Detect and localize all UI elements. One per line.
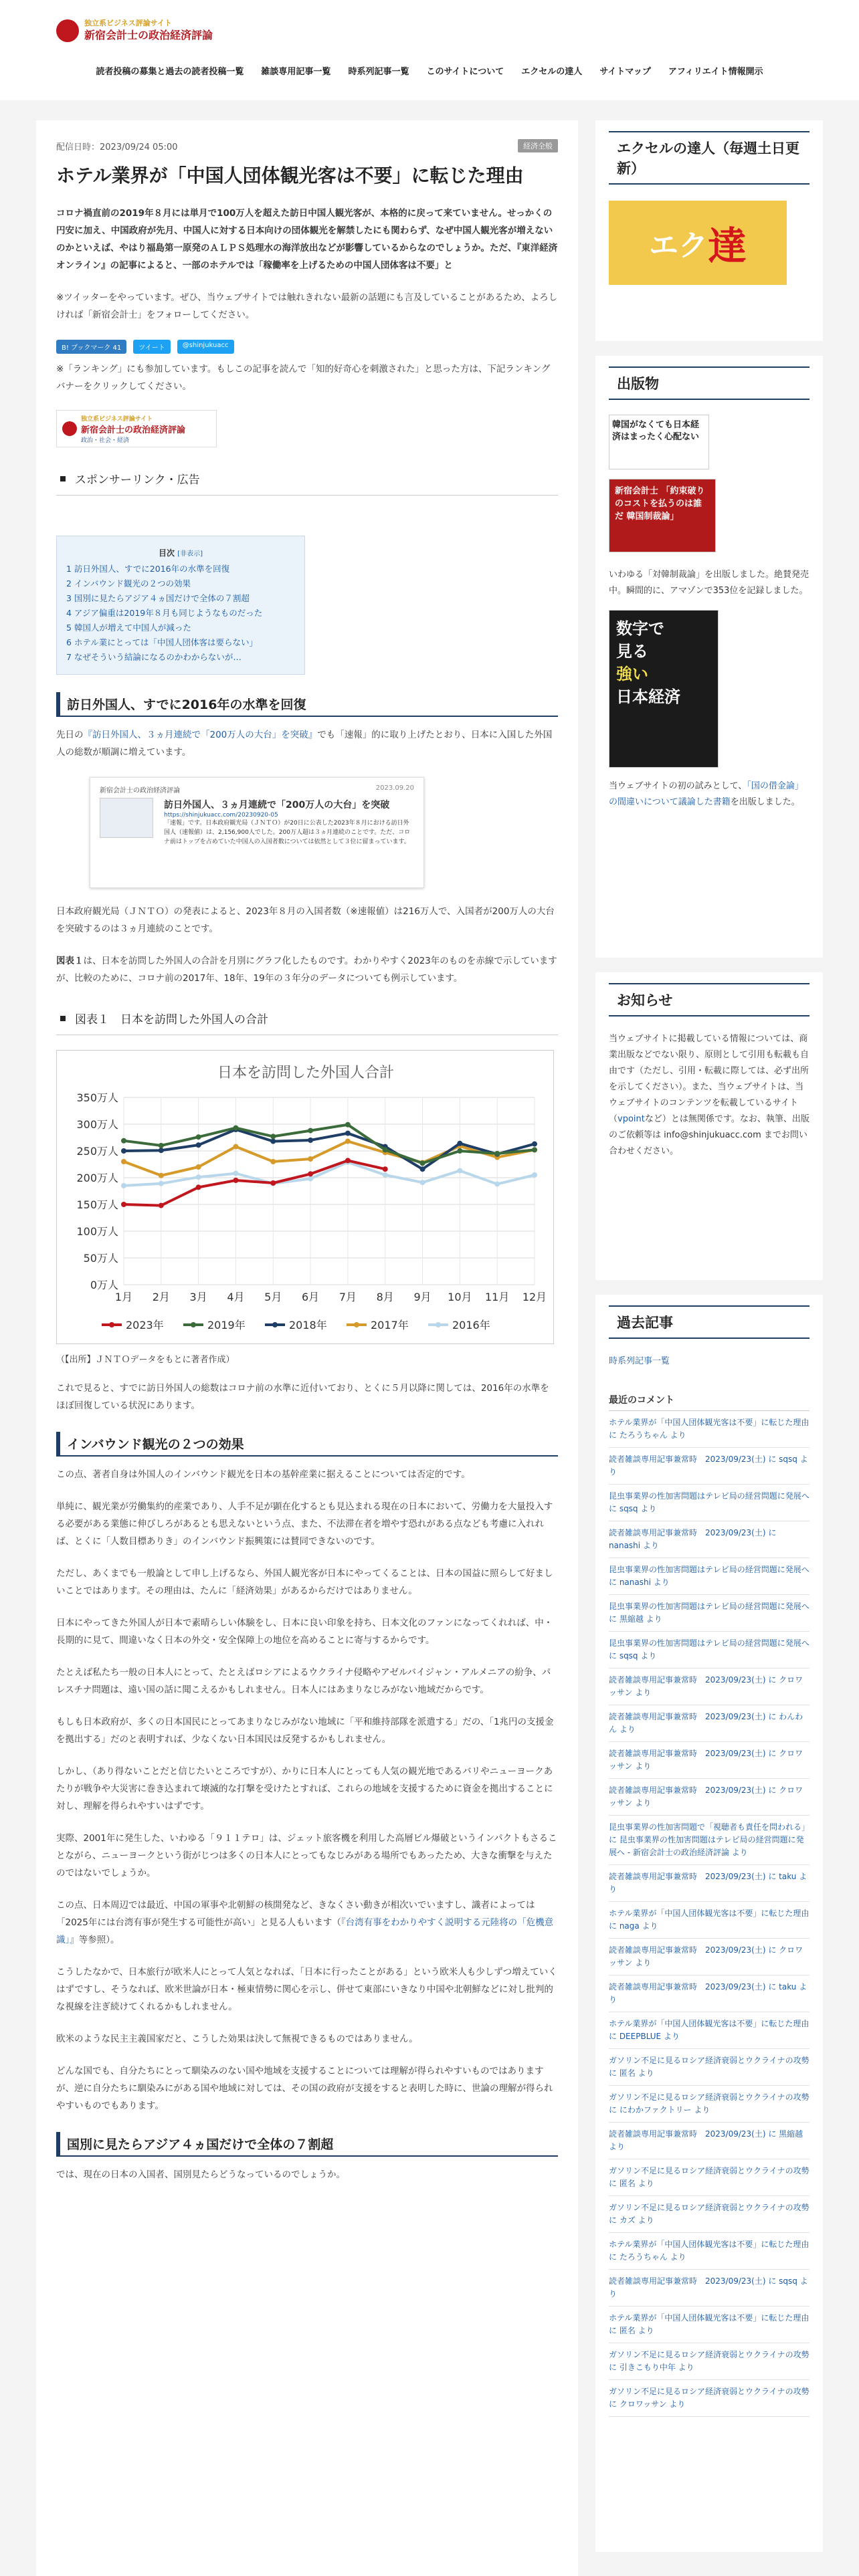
comment-item [609,1485,809,1521]
comment-link[interactable]: 昆虫事業界の性加害問題はテレビ局の経営問題に発展へ に nanashi より [609,1565,809,1587]
legend-marker [272,1322,278,1327]
data-point [532,1147,537,1152]
excel-tatsujin-banner[interactable] [609,201,787,285]
tweet-button[interactable]: ツイート [133,340,171,354]
vpoint-link[interactable]: vpoint [617,1114,645,1124]
visitors-line-chart [57,1051,555,1345]
y-tick-label: 100万人 [76,1225,118,1238]
paragraph: 欧米のような民主主義国家だと、こうした効果は決して無視できるものではありません。 [56,2034,418,2044]
widget-excel [595,120,823,341]
comment-link[interactable]: ガソリン不足に見るロシア経済衰弱とウクライナの攻勢 に 匿名 より [609,2166,809,2188]
post-title: ホテル業界が「中国人団体観光客は不要」に転じた理由 [56,165,524,187]
share-buttons [56,340,558,354]
legend-marker [436,1322,441,1327]
book3-line: 数字で [616,619,664,638]
data-point [196,1174,201,1180]
widget-notice [595,972,823,1280]
book-cover-2[interactable]: 新宿会計士 「約束破りのコストを払うのは誰だ 韓国制裁論」 [609,479,716,552]
comment-link[interactable]: 読者雑談専用記事兼常時 2023/09/23(土) に sqsq より [609,2276,808,2298]
notice-text: 当ウェブサイトに掲載している情報については、商業出版などでない限り、原則として引用も転載も自由です（ただし、引用・転載に際しては、必ず出所を示してください）。また、当ウェブサイトは、当ウェブサイトのコンテンツを転載しているサイト（vpointなど）とは無関係です。なお、執筆、出版のご依頼等は info@shinjukuacc.com までお問い合わせください。 [609,1034,809,1156]
paragraph: これで見ると、すでに訪日外国人の総数はコロナ前の水準に近付いており、とくに５月以降に関しては、2016年の水準をほぼ回復している状況にあります。 [56,1383,549,1411]
book-link[interactable]: 「国の借金論」の間違いについて議論した書籍 [609,781,803,807]
section-heading-3: 国別に見たらアジア４ヵ国だけで全体の７割超 [56,2132,558,2157]
related-article-link[interactable]: 『台湾有事をわかりやすく説明する元陸将の「危機意識」』 [56,1917,554,1945]
legend-marker [354,1322,359,1327]
comment-link[interactable]: 読者雑談専用記事兼常時 2023/09/23(土) に クロワッサン より [609,1749,803,1771]
data-point [308,1171,313,1176]
widget-title: 出版物 [609,366,809,400]
toc-item[interactable]: 2 インバウンド観光の２つの効果 [66,578,191,588]
paragraph: 単純に、観光業が労働集約的産業であり、人手不足が顕在化するとも見込まれる現在の日本において、労働力を大量投入する必要がある業態に伸びしろがあるとも思えないという点、また、不法滞在者を増やす恐れがある点なども考慮に入れれば、とくに「人数目標ありき」のインバウンド振興策には賛同できないのです。 [56,1501,553,1547]
section-heading-2: インバウンド観光の２つの効果 [56,1432,558,1457]
book3-line: 日本経済 [616,687,680,706]
data-point [121,1183,126,1188]
comment-item [609,1779,809,1816]
data-point [159,1148,164,1153]
data-point [420,1160,425,1166]
comment-item [609,1632,809,1669]
series-line [124,1162,535,1186]
toc-item[interactable]: 6 ホテル業にとっては「中国人団体客は要らない」 [66,637,258,647]
series-line [124,1125,535,1164]
book3-line: 見る [616,642,648,661]
comment-link[interactable]: ガソリン不足に見るロシア経済衰弱とウクライナの攻勢 に クロワッサン より [609,2387,809,2409]
sponsor-heading [56,470,558,496]
comment-link[interactable]: ガソリン不足に見るロシア経済衰弱とウクライナの攻勢 に 引きこもり中年 より [609,2350,809,2372]
x-tick-label: 4月 [227,1291,245,1303]
toc-item[interactable]: 5 韓国人が増えて中国人が減った [66,623,191,633]
follow-button[interactable]: @shinjukuacc [177,340,234,354]
data-point [308,1156,313,1162]
data-point [270,1180,276,1186]
comment-item [609,2086,809,2123]
card-site: 新宿会計士の政治経済評論 [100,787,180,794]
legend-label: 2016年 [452,1319,490,1331]
chart-heading [56,1010,558,1035]
comment-link[interactable]: ガソリン不足に見るロシア経済衰弱とウクライナの攻勢 に 匿名 より [609,2056,809,2078]
recent-comments-list [609,1411,809,2417]
toc-title: 目次 [158,548,175,558]
card-description: 「速報」です。日本政府観光局（ＪＮＴＯ）が20日に公表した2023年８月における訪日外国人（速報値）は、2,156,900人でした。200万人超は３ヵ月連続のことです。ただ、コロナ前はトップを占めていた中国人の入国者数については依然として３位に留まっています。 [164,820,411,845]
card-date: 2023.09.20 [375,784,414,792]
visitors-chart [56,1050,554,1344]
paragraph: では、現在の日本の入国者、国別見たらどうなっているのでしょうか。 [56,2169,345,2180]
toc-item[interactable]: 4 アジア偏重は2019年８月も同じようなものだった [66,608,263,618]
paragraph: この点、日本周辺では最近、中国の軍事や北朝鮮の核開発など、きなくさい動きが相次いでいますし、識者によっては「2025年には台湾有事が発生する可能性が高い」と見る人もいます（『台湾有事をわかりやすく説明する元陸将の「危機意識」』等参照）。 [56,1900,554,1945]
legend-label: 2018年 [289,1319,327,1331]
data-point [308,1128,313,1134]
comment-item [609,2380,809,2417]
related-article-link[interactable]: 『訪日外国人、３ヵ月連続で「200万人の大台」を突破』 [83,730,318,740]
data-point [159,1203,164,1208]
comment-item [609,2196,809,2233]
paragraph: しかし、（あり得ないことだと信じたいところですが）、かりに日本人にとっても人気の観光地であるバリやニューヨークあたりが戦争や大災害に巻き込まれて壊滅的な打撃を受けたとすれば、これらの地域を支援するために資金を拠出することに対し、理解を得られやすいはずです。 [56,1766,553,1812]
x-tick-label: 11月 [484,1291,510,1303]
logo-title: 新宿会計士の政治経済評論 [84,29,213,41]
site-header [0,0,859,100]
ranking-banner[interactable] [56,410,217,447]
data-point [345,1139,351,1144]
comment-item [609,1448,809,1485]
widget-title: お知らせ [609,983,809,1016]
x-tick-label: 10月 [448,1291,472,1303]
data-point [345,1158,351,1163]
comment-item [609,1939,809,1975]
comment-item [609,1558,809,1595]
comment-item [609,1411,809,1448]
comment-link[interactable]: 読者雑談専用記事兼常時 2023/09/23(土) に taku より [609,1982,807,2004]
comment-link[interactable]: ホテル業界が「中国人団体観光客は不要」に転じた理由 に DEEPBLUE より [609,2019,809,2041]
comment-item [609,1975,809,2012]
data-point [121,1159,126,1164]
table-of-contents [56,536,305,675]
toc-item[interactable]: 1 訪日外国人、すでに2016年の水準を回復 [66,564,230,574]
publication-text-2: 当ウェブサイトの初の試みとして、「国の借金論」の間違いについて議論した書籍を出版しました。 [609,781,803,807]
comment-link[interactable]: 昆虫事業界の性加害問題はテレビ局の経営問題に発展へ に sqsq より [609,1491,809,1513]
x-tick-label: 9月 [413,1291,432,1303]
comment-link[interactable]: ホテル業界が「中国人団体観光客は不要」に転じた理由 に たろうちゃん より [609,1418,809,1440]
y-tick-label: 300万人 [76,1118,118,1131]
x-tick-label: 3月 [189,1291,207,1303]
x-tick-label: 8月 [376,1291,394,1303]
data-point [121,1148,126,1154]
main-article [36,120,578,2576]
blog-card[interactable] [90,777,424,888]
data-point [457,1141,462,1146]
archive-link[interactable]: 時系列記事一覧 [609,1356,670,1366]
comment-item [609,2306,809,2343]
data-point [233,1144,238,1150]
y-tick-label: 350万人 [76,1091,118,1104]
publication-text-1: いわゆる「対韓制裁論」を出版しました。絶賛発売中。瞬間的に、アマゾンで353位を記録しました。 [609,570,809,596]
paragraph: ただし、あくまでも一般論として申し上げるなら、外国人観光客が日本にやってくることは、日本の国益に照らして好ましいことではあります。その理由は、たんに「経済効果」があるからだけではありません。 [56,1568,553,1596]
comment-item [609,1595,809,1632]
comment-item [609,2343,809,2380]
comment-link[interactable]: 昆虫事業界の性加害問題で「視聴者も責任を問われる」に 昆虫事業界の性加害問題はテレビ局の経営問題に発展へ - 新宿会計士の政治経済評論 より [609,1822,810,1857]
card-thumbnail [100,798,153,838]
paragraph: 実際、2001年に発生した、いわゆる「９１１テロ」は、ジェット旅客機を利用した高層ビル爆破というインパクトもさることながら、ニューヨークという街がじつは多くの日本人にとってもなじみがある場所でもあったため、大きな衝撃を与えたのではないでしょうか。 [56,1833,557,1879]
data-point [457,1148,462,1154]
paragraph: 日本にやってきた外国人が日本で素晴らしい体験をし、日本に良い印象を持ち、日本文化のファンになってくれれば、中・長期的に見て、間違いなく日本の外交・安全保障上の地位を高めることに寄与するからです。 [56,1618,553,1646]
data-point [270,1134,276,1139]
comment-item [609,1669,809,1705]
nav-reader-posts[interactable]: 読者投稿の募集と過去の読者投稿一覧 [96,67,244,77]
widget-title: エクセルの達人（毎週土日更新） [609,131,809,185]
nav-excel[interactable]: エクセルの達人 [521,67,583,77]
book-cover-1[interactable]: 韓国がなくても日本経済はまったく心配ない [609,415,709,469]
comment-link[interactable]: ガソリン不足に見るロシア経済衰弱とウクライナの攻勢 に カズ より [609,2203,809,2225]
excel-banner-kata: エク [648,229,708,263]
site-logo[interactable] [56,19,213,43]
hatena-bookmark-button[interactable]: B! ブックマーク 41 [56,340,126,354]
comment-link[interactable]: 昆虫事業界の性加害問題はテレビ局の経営問題に発展へ に sqsq より [609,1638,809,1660]
sponsor-heading-text: スポンサーリンク・広告 [75,473,200,487]
data-point [121,1138,126,1144]
data-point [159,1173,164,1178]
comment-link[interactable]: ホテル業界が「中国人団体観光客は不要」に転じた理由 に naga より [609,1909,809,1931]
data-point [345,1122,351,1128]
banner-main: 新宿会計士の政治経済評論 [81,425,186,435]
category-badge[interactable]: 経済全般 [518,139,558,152]
section-heading-1: 訪日外国人、すでに2016年の水準を回復 [56,692,558,717]
data-point [420,1180,425,1185]
x-tick-label: 12月 [522,1291,547,1303]
data-point [420,1166,425,1172]
paragraph: この点、著者自身は外国人のインバウンド観光を日本の基幹産業に据えることについては否定的です。 [56,1469,470,1480]
comment-item [609,2123,809,2159]
data-point [457,1168,462,1174]
paragraph: こうしたなかで、日本旅行が欧米人にとって人気となれば、「日本に行ったことがある」という欧米人も少しずつ増えていくはずですし、そうなれば、欧米世論が日本・極東情勢に関心を示し、併せて東部にいきなり中国や北朝鮮などに対し批判的な視線を注ぎ続けてくれるかもしれません。 [56,1967,557,2012]
toc-item[interactable]: 7 なぜそういう結論になるのかわからないが… [66,652,242,662]
banner-logo-icon [62,421,77,436]
paragraph: 先日の『訪日外国人、３ヵ月連続で「200万人の大台」を突破』でも「速報」的に取り上げたとおり、日本に入国した外国人の総数が順調に増えています。 [56,730,553,758]
comment-link[interactable]: ホテル業界が「中国人団体観光客は不要」に転じた理由 に たろうちゃん より [609,2240,809,2262]
comment-link[interactable]: 読者雑談専用記事兼常時 2023/09/23(土) に クロワッサン より [609,1786,803,1808]
card-title: 訪日外国人、３ヵ月連続で「200万人の大台」を突破 [164,800,390,811]
x-tick-label: 6月 [301,1291,320,1303]
square-bullet-icon [60,476,66,481]
chart-source: （【出所】ＪＮＴＯデータをもとに著者作成） [56,1355,235,1365]
data-point [308,1176,313,1182]
comment-item [609,2270,809,2306]
y-tick-label: 0万人 [90,1279,118,1291]
data-point [196,1134,201,1140]
ranking-note: ※「ランキング」にも参加しています。もしこの記事を読んで「知的好奇心を刺激された」と思った方は、下記ランキングバナーをクリックしてください。 [56,364,551,392]
data-point [383,1147,388,1152]
y-tick-label: 150万人 [76,1198,118,1211]
comment-link[interactable]: 読者雑談専用記事兼常時 2023/09/23(土) に クロワッサン より [609,1675,803,1697]
nav-sitemap[interactable]: サイトマップ [599,67,651,77]
twitter-note: ※ツイッターをやっています。ぜひ、当ウェブサイトでは触れきれない最新の話題にも言及していることがあるため、よろしければ「新宿会計士」をフォローしてください。 [56,292,558,320]
excel-banner-kanji: 達 [707,223,747,269]
comment-item [609,1521,809,1558]
data-point [270,1159,276,1164]
nav-timeline[interactable]: 時系列記事一覧 [348,67,409,77]
banner-foot: 政治・社会・経済 [81,437,130,444]
global-nav [0,64,859,77]
comment-item [609,2012,809,2049]
x-tick-label: 2月 [152,1291,170,1303]
nav-affiliate[interactable]: アフィリエイト情報開示 [668,67,763,77]
square-bullet-icon [60,1016,66,1021]
data-point [196,1184,201,1190]
logo-subtitle: 独立系ビジネス評論サイト [84,19,172,27]
data-point [233,1178,238,1183]
comment-link[interactable]: 読者雑談専用記事兼常時 2023/09/23(土) に nanashi より [609,1528,777,1550]
sidebar [595,120,823,2552]
legend-label: 2017年 [371,1319,409,1331]
comment-link[interactable]: 読者雑談専用記事兼常時 2023/09/23(土) に 黒縮越 より [609,2129,803,2151]
banner-sub: 独立系ビジネス評論サイト [81,415,153,423]
data-point [196,1164,201,1170]
paragraph: 日本政府観光局（ＪＮＴＯ）の発表によると、2023年８月の入国者数（※速報値）は216万人で、入国者が200万人の大台を突破するのは３ヵ月連続のことです。 [56,906,555,934]
book3-line: 強い [616,665,648,683]
x-tick-label: 5月 [264,1291,282,1303]
data-point [494,1182,500,1187]
widget-title: 過去記事 [609,1305,809,1339]
comment-item [609,1816,809,1865]
comment-item [609,1865,809,1902]
data-point [121,1202,126,1207]
legend-marker [191,1322,196,1327]
post-date: 配信日時：2023/09/24 05:00 [56,142,178,152]
nav-chat-posts[interactable]: 雑談専用記事一覧 [261,67,331,77]
legend-label: 2023年 [126,1319,164,1331]
data-point [270,1139,276,1144]
card-url: https://shinjukuacc.com/20230920-05 [164,812,278,819]
data-point [233,1125,238,1131]
data-point [532,1142,537,1147]
post-lead: コロナ禍直前の2019年８月には単月で100万人を超えた訪日中国人観光客が、本格的に戻って来ていません。せっかくの円安に加え、中国政府が先月、中国人に対する日本向けの団体観光を解禁したにも関わらず、なぜ中国人観光客が増えないのかといえば、やはり福島第一原発のＡＬＰＳ処理水の海洋放出などが影響しているからなのでしょうか。ただ、『東洋経済オンライン』の記事によると、一部のホテルでは「稼働率を上げるための中国人団体客は不要」と [56,208,558,271]
comment-item [609,1742,809,1779]
data-point [196,1142,201,1148]
comment-link[interactable]: 昆虫事業界の性加害問題はテレビ局の経営問題に発展へ に 黒縮越 より [609,1602,809,1624]
paragraph: たとえば私たち一般の日本人にとって、たとえばロシアによるウクライナ侵略やアゼルバイジャン・アルメニアの紛争、パレスチナ問題は、遠い国の話に聞こえるかもしれません。日本人にはあまりなじみがない地域だからです。 [56,1667,551,1695]
comment-item [609,1705,809,1742]
data-point [308,1138,313,1143]
y-tick-label: 50万人 [83,1252,118,1265]
comment-item [609,2233,809,2270]
data-point [159,1181,164,1186]
comment-item [609,2049,809,2086]
y-tick-label: 250万人 [76,1145,118,1158]
data-point [532,1172,537,1178]
paragraph: どんな国でも、自分たちにとって馴染みのない国や地域を支援することについては理解が得られやすいものではありますが、逆に自分たちに馴染みにがある国や地域に対しては、その国の政府が支援をすると表明した時に、世論の理解が得られやすいものでもあります。 [56,2066,553,2111]
y-tick-label: 200万人 [76,1172,118,1184]
comment-link[interactable]: 読者雑談専用記事兼常時 2023/09/23(土) に わんわん より [609,1712,803,1734]
comment-link[interactable]: 読者雑談専用記事兼常時 2023/09/23(土) に sqsq より [609,1455,808,1477]
legend-label: 2019年 [207,1319,246,1331]
book-cover-3[interactable] [609,610,719,768]
data-point [345,1131,351,1136]
recent-comments-title: 最近のコメント [609,1393,809,1411]
comment-link[interactable]: ホテル業界が「中国人団体観光客は不要」に転じた理由 に 匿名 より [609,2313,809,2335]
comment-item [609,1902,809,1939]
legend-marker [109,1322,114,1327]
paragraph: 図表１は、日本を訪問した外国人の合計を月別にグラフ化したものです。わかりやすく2023年のものを赤線で示していますが、比較のために、コロナ前の2017年、18年、19年の３年分のデータについても例示しています。 [56,956,557,984]
data-point [383,1166,388,1172]
comment-link[interactable]: ガソリン不足に見るロシア経済衰弱とウクライナの攻勢 に にわかファクトリー より [609,2092,809,2115]
data-point [159,1143,164,1148]
paragraph: もしも日本政府が、多くの日本国民にとってあまりなじみがない地域に「平和維持部隊を派遣する」だの、「1兆円の支援金を拠出する」だのと表明すれば、少なくない日本国民は反発するかもしれません。 [56,1717,554,1745]
comment-link[interactable]: 読者雑談専用記事兼常時 2023/09/23(土) に taku より [609,1872,807,1894]
toc-item[interactable]: 3 国別に見たらアジア４ヵ国だけで全体の７割超 [66,593,250,603]
data-point [383,1172,388,1178]
widget-publications [595,356,823,958]
chart-heading-text: 図表１ 日本を訪問した外国人の合計 [75,1013,268,1027]
x-tick-label: 7月 [339,1291,357,1303]
comment-item [609,2159,809,2196]
chart-title: 日本を訪問した外国人合計 [217,1065,395,1081]
nav-about[interactable]: このサイトについて [426,67,504,77]
logo-mark-icon [56,19,79,42]
comment-link[interactable]: 読者雑談専用記事兼常時 2023/09/23(土) に クロワッサン より [609,1945,803,1967]
x-tick-label: 1月 [114,1291,133,1303]
data-point [233,1171,238,1176]
widget-archive [595,1295,823,2552]
data-point [494,1151,500,1156]
toc-toggle[interactable]: [非表示] [177,550,203,558]
